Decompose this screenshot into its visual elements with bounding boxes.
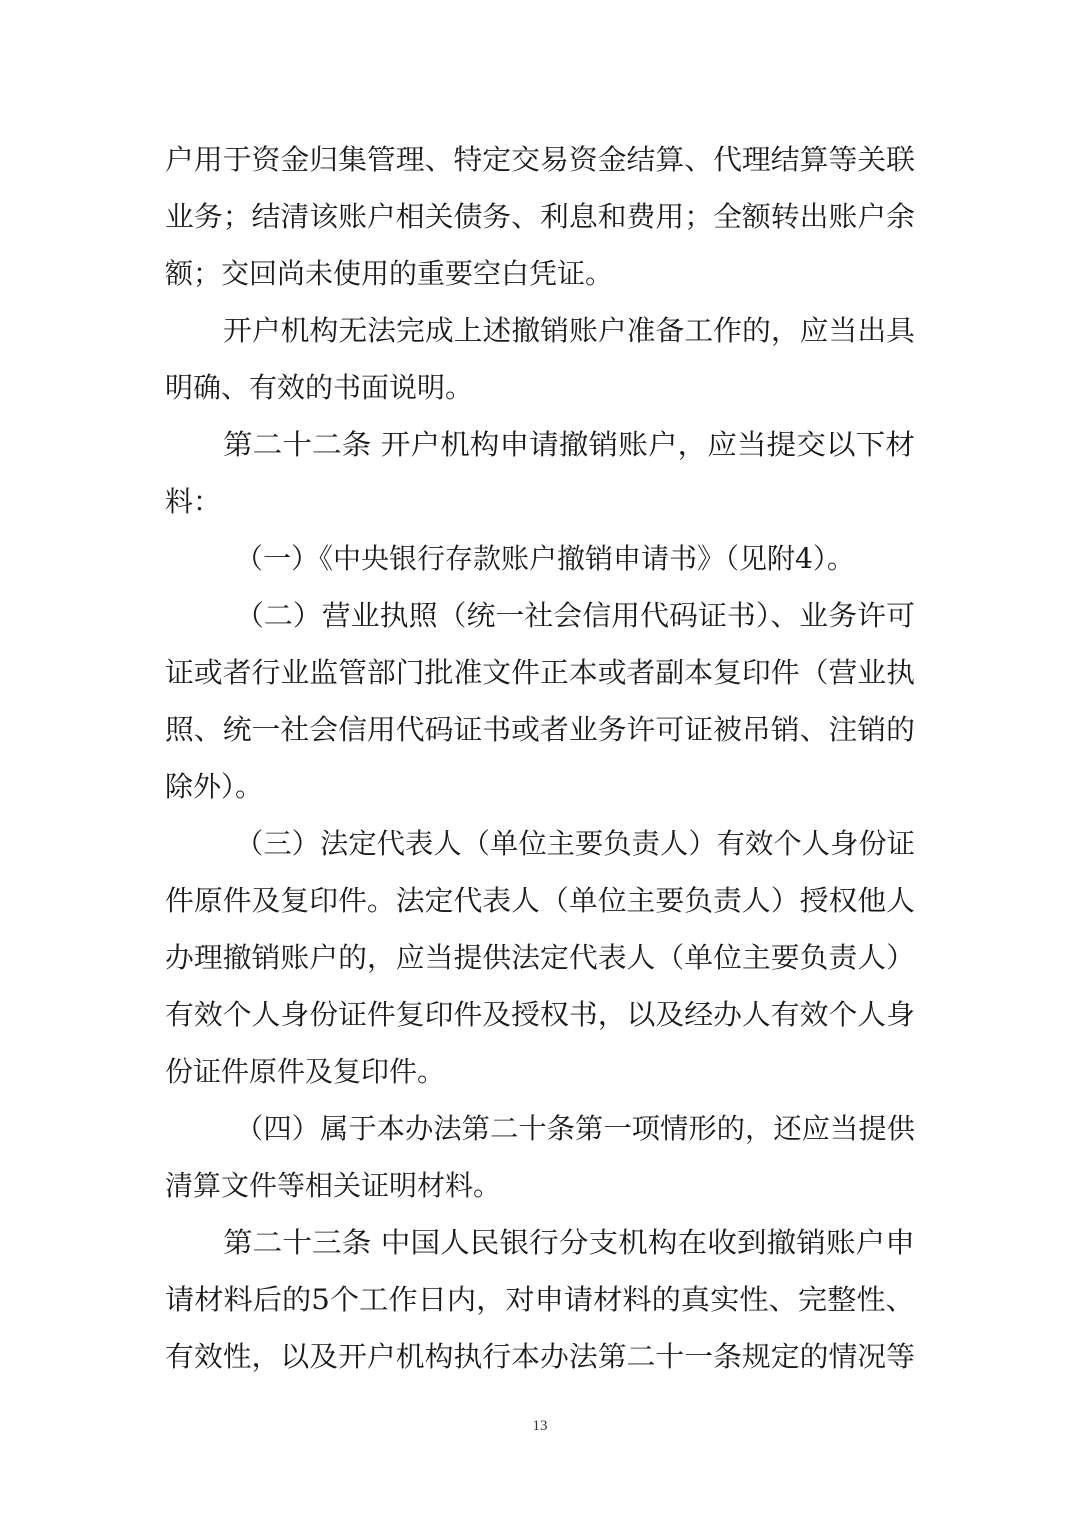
text-line: 请材料后的5个工作日内，对申请材料的真实性、完整性、 <box>165 1283 915 1316</box>
text-line: 户用于资金归集管理、特定交易资金结算、代理结算等关联 <box>165 143 916 176</box>
article-heading-line: 第二十三条 中国人民银行分支机构在收到撤销账户申 <box>223 1226 915 1259</box>
text-line: 件原件及复印件。法定代表人（单位主要负责人）授权他人 <box>165 884 916 917</box>
text-line: 除外）。 <box>165 770 264 803</box>
list-item-line: （四）属于本办法第二十条第一项情形的，还应当提供 <box>235 1112 916 1145</box>
text-line: 份证件原件及复印件。 <box>165 1055 446 1088</box>
list-item-line: （二）营业执照（统一社会信用代码证书）、业务许可 <box>235 599 916 632</box>
text-line: 有效个人身份证件复印件及授权书，以及经办人有效个人身 <box>165 998 916 1031</box>
text-line: 清算文件等相关证明材料。 <box>165 1169 502 1202</box>
text-line: 料： <box>165 485 222 518</box>
page-number: 13 <box>532 1418 548 1434</box>
text-line: 办理撤销账户的，应当提供法定代表人（单位主要负责人） <box>165 941 916 974</box>
text-line: 证或者行业监管部门批准文件正本或者副本复印件（营业执 <box>165 656 916 689</box>
text-line: 开户机构无法完成上述撤销账户准备工作的，应当出具 <box>223 314 916 347</box>
list-item-line: （三）法定代表人（单位主要负责人）有效个人身份证 <box>235 827 916 860</box>
text-line: 照、统一社会信用代码证书或者业务许可证被吊销、注销的 <box>165 713 916 746</box>
article-heading-line: 第二十二条 开户机构申请撤销账户，应当提交以下材 <box>223 428 915 461</box>
list-item-line: （一）《中央银行存款账户撤销申请书》（见附4）。 <box>235 542 855 575</box>
text-line: 明确、有效的书面说明。 <box>165 371 474 404</box>
document-body <box>165 131 915 1385</box>
text-line: 额；交回尚未使用的重要空白凭证。 <box>165 257 614 290</box>
text-line: 业务；结清该账户相关债务、利息和费用；全额转出账户余 <box>165 200 916 233</box>
text-line: 有效性，以及开户机构执行本办法第二十一条规定的情况等 <box>165 1340 916 1373</box>
